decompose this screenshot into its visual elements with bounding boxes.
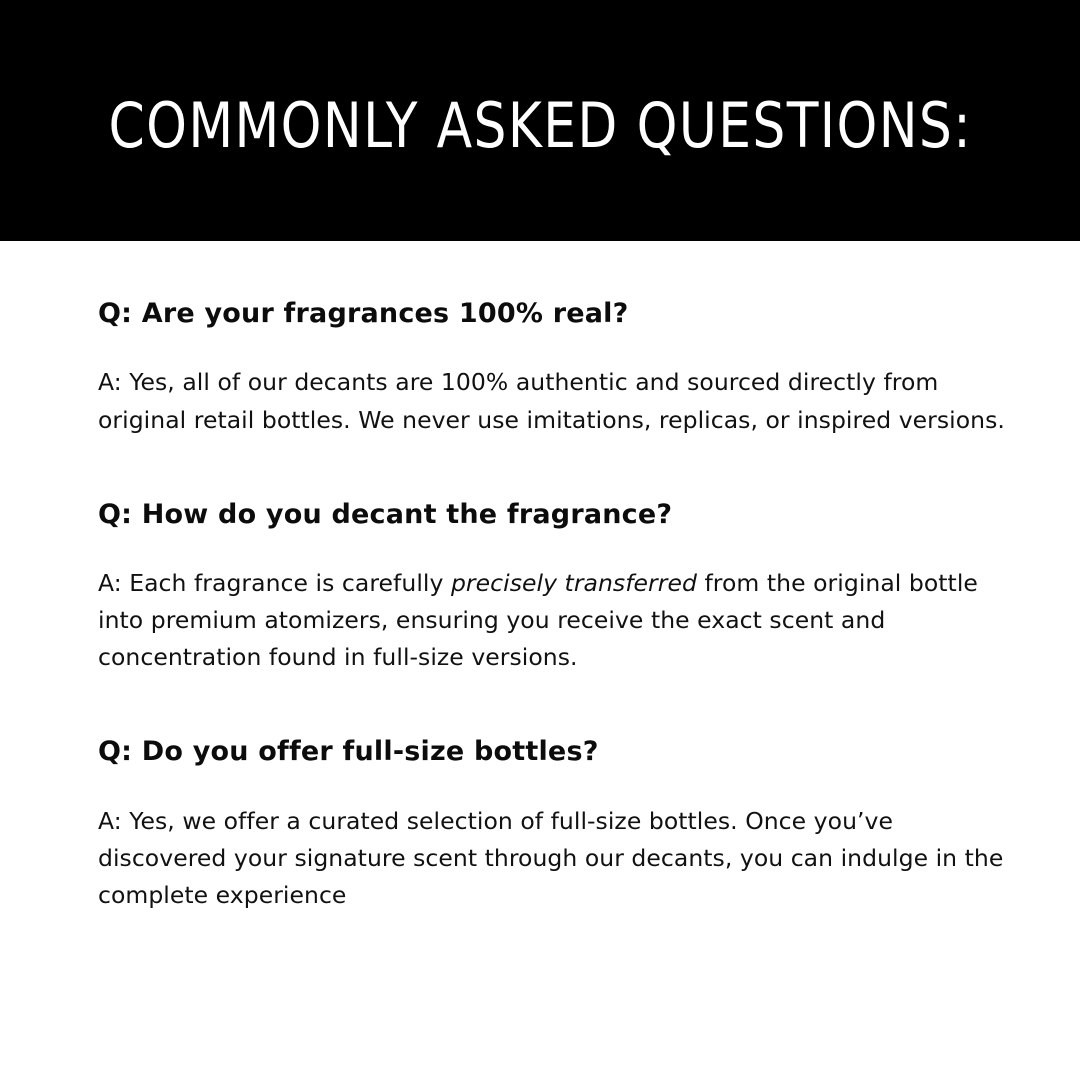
- faq-item: [98, 298, 1005, 439]
- header-band: [0, 0, 1080, 241]
- faq-answer-text: A: Yes, all of our decants are 100% authentic and sourced directly from original retail bottles. We never use imitations, replicas, or inspired versions.: [98, 368, 1005, 434]
- faq-answer-text: A: Yes, we offer a curated selection of full-size bottles. Once you’ve discovered your signature scent through our decants, you can indulge in the complete experience: [98, 806, 1004, 910]
- faq-answer: [98, 803, 1005, 914]
- faq-question: Q: Do you offer full-size bottles?: [98, 736, 599, 768]
- faq-question: Q: How do you decant the fragrance?: [98, 498, 673, 530]
- faq-list: [0, 241, 1080, 914]
- page-title: COMMONLY ASKED QUESTIONS:: [108, 89, 972, 162]
- faq-item: [98, 499, 1005, 677]
- faq-answer: [98, 364, 1005, 438]
- faq-answer-text: A: Each fragrance is carefully: [98, 569, 451, 598]
- faq-answer: [98, 565, 1005, 676]
- faq-answer-emphasis: precisely transferred: [450, 569, 697, 598]
- faq-question: Q: Are your fragrances 100% real?: [98, 298, 629, 329]
- faq-item: [98, 736, 1005, 914]
- faq-answer-text-cont: from the original bottle into premium atomizers, ensuring you receive the exact scent and concentration found in full-size versions.: [98, 569, 978, 672]
